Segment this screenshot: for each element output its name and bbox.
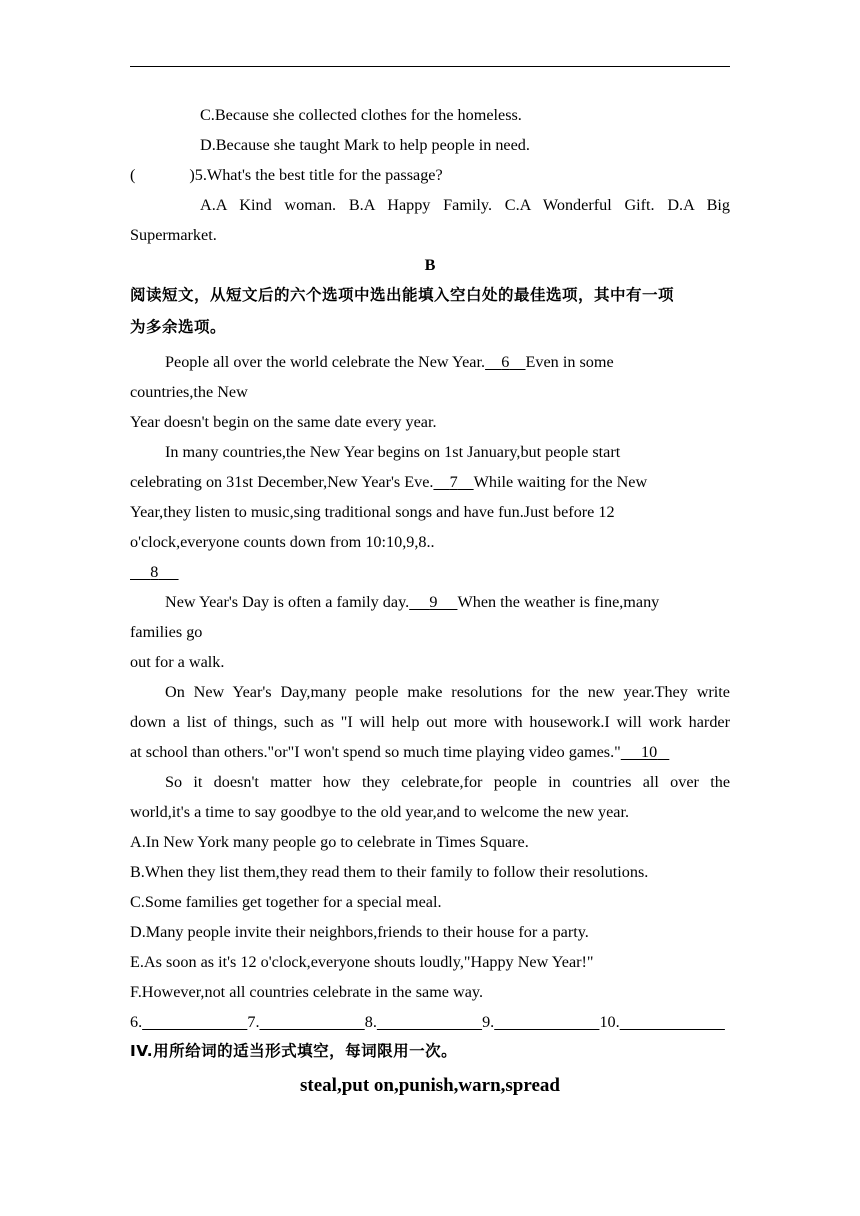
- passage-text: While waiting for the New: [473, 473, 648, 491]
- passage-text: People all over the world celebrate the New Year.: [165, 353, 486, 371]
- answer-row: [130, 1012, 730, 1032]
- q4-option-d: D.Because she taught Mark to help people in need.: [200, 136, 530, 154]
- blank-number: 9: [429, 593, 438, 611]
- option-d: D.Many people invite their neighbors,friends to their house for a party.: [130, 923, 589, 941]
- answer-label: 8.: [364, 1013, 377, 1031]
- answer-blank[interactable]: [494, 1013, 599, 1031]
- q5-option-c: C.A Wonderful Gift.: [504, 196, 655, 214]
- blank-number: 10: [640, 743, 658, 761]
- option-c: C.Some families get together for a special meal.: [130, 893, 442, 911]
- passage-line: In many countries,the New Year begins on 1st January,but people start: [165, 443, 621, 461]
- option-b: B.When they list them,they read them to their family to follow their resolutions.: [130, 863, 649, 881]
- option-f: F.However,not all countries celebrate in the same way.: [130, 983, 484, 1001]
- passage-line: [130, 562, 730, 582]
- answer-label: 9.: [482, 1013, 495, 1031]
- blank-6: [485, 353, 525, 371]
- q5-stem: 5.What's the best title for the passage?: [194, 166, 443, 184]
- q5-option-b: B.A Happy Family.: [348, 196, 493, 214]
- section-b-instruction-2: 为多余选项。: [130, 318, 227, 336]
- header-rule: [130, 66, 730, 67]
- passage-line: [130, 472, 730, 492]
- passage-line: Year doesn't begin on the same date every year.: [130, 413, 437, 431]
- q4-option-c: C.Because she collected clothes for the homeless.: [200, 106, 522, 124]
- passage-line: families go: [130, 623, 203, 641]
- option-e: E.As soon as it's 12 o'clock,everyone shouts loudly,"Happy New Year!": [130, 953, 594, 971]
- answer-blank[interactable]: [142, 1013, 247, 1031]
- blank-7: [433, 473, 473, 491]
- q5-option-a: A.A Kind woman.: [200, 196, 337, 214]
- passage-text: When the weather is fine,many: [457, 593, 660, 611]
- passage-line: countries,the New: [130, 383, 248, 401]
- section-b-heading: B: [424, 256, 436, 274]
- answer-label: 6.: [130, 1013, 143, 1031]
- passage-text: New Year's Day is often a family day.: [165, 593, 410, 611]
- q5-option-d: D.A Big: [667, 196, 730, 214]
- q5-paren-close: ): [189, 166, 195, 184]
- answer-blank[interactable]: [620, 1013, 725, 1031]
- blank-number: 6: [501, 353, 510, 371]
- q5-option-d-cont: Supermarket.: [130, 226, 217, 244]
- blank-9: [409, 593, 457, 611]
- q5-options-line: [130, 195, 730, 215]
- passage-text: celebrating on 31st December,New Year's Eve.: [130, 473, 434, 491]
- passage-line: [130, 352, 730, 372]
- passage-line: o'clock,everyone counts down from 10:10,9,8..: [130, 533, 435, 551]
- passage-line: down a list of things, such as "I will help out more with housework.I will work harder: [130, 713, 730, 731]
- passage-text: Even in some: [525, 353, 614, 371]
- passage-line: So it doesn't matter how they celebrate,for people in countries all over the: [165, 773, 730, 791]
- answer-label: 10.: [599, 1013, 620, 1031]
- passage-line: [130, 592, 730, 612]
- passage-line: Year,they listen to music,sing traditional songs and have fun.Just before 12: [130, 503, 615, 521]
- passage-line: [130, 742, 730, 762]
- passage-line: On New Year's Day,many people make resolutions for the new year.They write: [165, 683, 730, 701]
- answer-label: 7.: [247, 1013, 260, 1031]
- section-iv-heading: IV.用所给词的适当形式填空，每词限用一次。: [130, 1042, 458, 1060]
- blank-number: 7: [449, 473, 458, 491]
- passage-line: out for a walk.: [130, 653, 225, 671]
- passage-line: world,it's a time to say goodbye to the old year,and to welcome the new year.: [130, 803, 629, 821]
- answer-blank[interactable]: [260, 1013, 365, 1031]
- blank-8: [130, 563, 179, 581]
- q5-paren-open: (: [130, 166, 136, 184]
- q5-stem-line: [130, 165, 730, 185]
- section-b-instruction-1: 阅读短文，从短文后的六个选项中选出能填入空白处的最佳选项，其中有一项: [130, 286, 675, 304]
- answer-blank[interactable]: [377, 1013, 482, 1031]
- word-bank: steal,put on,punish,warn,spread: [300, 1075, 560, 1096]
- passage-text: at school than others."or"I won't spend so much time playing video games.": [130, 743, 621, 761]
- blank-10: [621, 743, 670, 761]
- blank-number: 8: [150, 563, 159, 581]
- option-a: A.In New York many people go to celebrate in Times Square.: [130, 833, 529, 851]
